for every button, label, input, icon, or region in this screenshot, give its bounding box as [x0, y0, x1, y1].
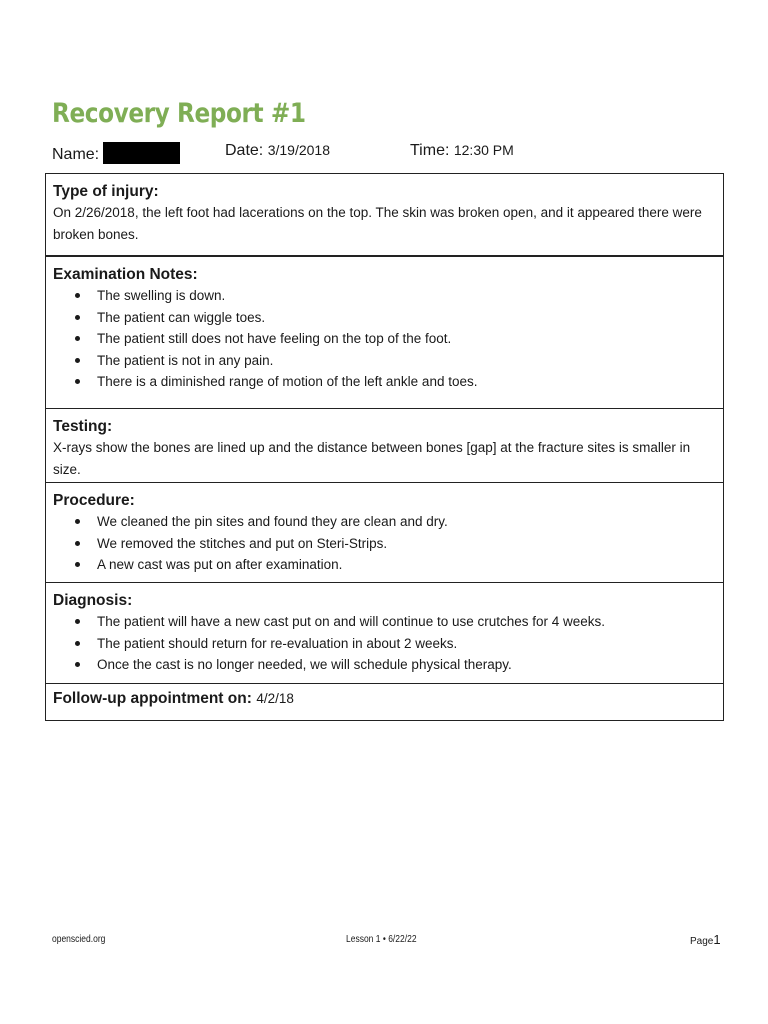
page-footer: [0, 932, 768, 952]
date-field: [225, 142, 330, 160]
testing-section: [46, 409, 723, 483]
examination-list: [53, 285, 715, 393]
injury-text: On 2/26/2018, the left foot had lacerations on the top. The skin was broken open, and it appeared there were broken bones.: [53, 205, 702, 242]
report-title: Recovery Report #1: [52, 98, 306, 129]
list-item: There is a diminished range of motion of the left ankle and toes.: [75, 371, 715, 393]
list-item: The patient should return for re-evaluation in about 2 weeks.: [75, 633, 715, 655]
testing-text: X-rays show the bones are lined up and the distance between bones [gap] at the fracture sites is smaller in size.: [53, 440, 691, 477]
examination-heading: Examination Notes:: [53, 266, 198, 283]
page-number: 1: [713, 932, 721, 947]
list-item: The patient will have a new cast put on and will continue to use crutches for 4 weeks.: [75, 611, 715, 633]
followup-line: [53, 690, 715, 708]
list-item: We cleaned the pin sites and found they are clean and dry.: [75, 511, 715, 533]
time-field: [410, 142, 514, 160]
diagnosis-list: [53, 611, 715, 676]
testing-heading: Testing:: [53, 418, 113, 435]
list-item: A new cast was put on after examination.: [75, 554, 715, 576]
followup-label: Follow-up appointment on:: [53, 690, 252, 707]
report-table: [45, 173, 724, 721]
date-value: 3/19/2018: [267, 142, 330, 158]
time-label: Time:: [410, 142, 450, 159]
list-item: The patient is not in any pain.: [75, 350, 715, 372]
page-label: Page: [690, 936, 714, 947]
injury-heading: Type of injury:: [53, 183, 159, 200]
procedure-heading: Procedure:: [53, 492, 135, 509]
list-item: Once the cast is no longer needed, we will schedule physical therapy.: [75, 654, 715, 676]
followup-date: 4/2/18: [256, 691, 294, 706]
redacted-name-block: [103, 142, 180, 164]
examination-section: [46, 257, 723, 409]
procedure-list: [53, 511, 715, 576]
list-item: The swelling is down.: [75, 285, 715, 307]
footer-site: openscied.org: [52, 934, 106, 945]
diagnosis-heading: Diagnosis:: [53, 592, 133, 609]
time-value: 12:30 PM: [453, 142, 514, 158]
report-info-row: [52, 142, 732, 164]
list-item: We removed the stitches and put on Steri-Strips.: [75, 533, 715, 555]
list-item: The patient can wiggle toes.: [75, 307, 715, 329]
procedure-section: [46, 483, 723, 583]
footer-lesson: Lesson 1 • 6/22/22: [346, 934, 417, 945]
name-field: [52, 142, 180, 164]
list-item: The patient still does not have feeling on the top of the foot.: [75, 328, 715, 350]
followup-section: [46, 684, 723, 720]
injury-section: [46, 174, 723, 257]
date-label: Date:: [225, 142, 264, 159]
footer-page: [690, 932, 721, 947]
name-label: Name:: [52, 146, 100, 163]
diagnosis-section: [46, 583, 723, 684]
